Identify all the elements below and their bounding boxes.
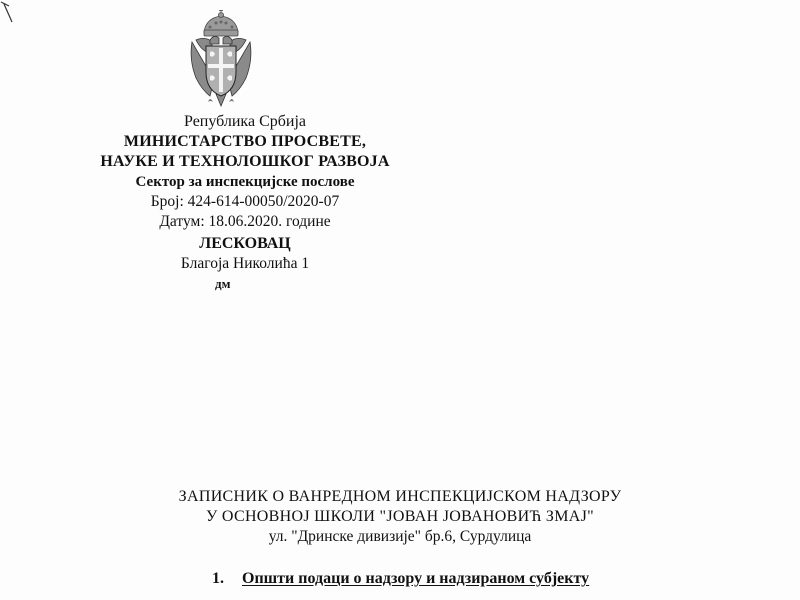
- record-title-line2: У ОСНОВНОЈ ШКОЛИ "ЈОВАН ЈОВАНОВИЋ ЗМАЈ": [206, 508, 594, 525]
- scan-mark-icon: [0, 0, 14, 24]
- coat-of-arms-icon: [186, 10, 256, 110]
- record-title-line1: ЗАПИСНИК О ВАНРЕДНОМ ИНСПЕКЦИЈСКОМ НАДЗОРУ: [178, 488, 622, 505]
- document-date: Датум: 18.06.2020. године: [159, 213, 331, 230]
- ministry-name-line1: МИНИСТАРСТВО ПРОСВЕТЕ,: [123, 133, 367, 150]
- school-address: ул. "Дринске дивизије" бр.6, Сурдулица: [268, 528, 532, 545]
- author-initials: дм: [215, 276, 231, 291]
- section-title: Општи подаци о надзору и надзираном субјекту: [242, 570, 590, 587]
- republic-name: Република Србија: [184, 113, 306, 130]
- document-number: Број: 424-614-00050/2020-07: [150, 193, 340, 210]
- street-address: Благоја Николића 1: [180, 255, 310, 272]
- section-number: 1.: [212, 570, 224, 587]
- city-name: ЛЕСКОВАЦ: [199, 235, 291, 252]
- sector-name: Сектор за инспекцијске послове: [135, 174, 355, 190]
- issuer-header: [50, 112, 440, 294]
- record-title: [100, 487, 700, 547]
- section-heading: [212, 568, 589, 590]
- ministry-name-line2: НАУКЕ И ТЕХНОЛОШКОГ РАЗВОЈА: [100, 153, 390, 170]
